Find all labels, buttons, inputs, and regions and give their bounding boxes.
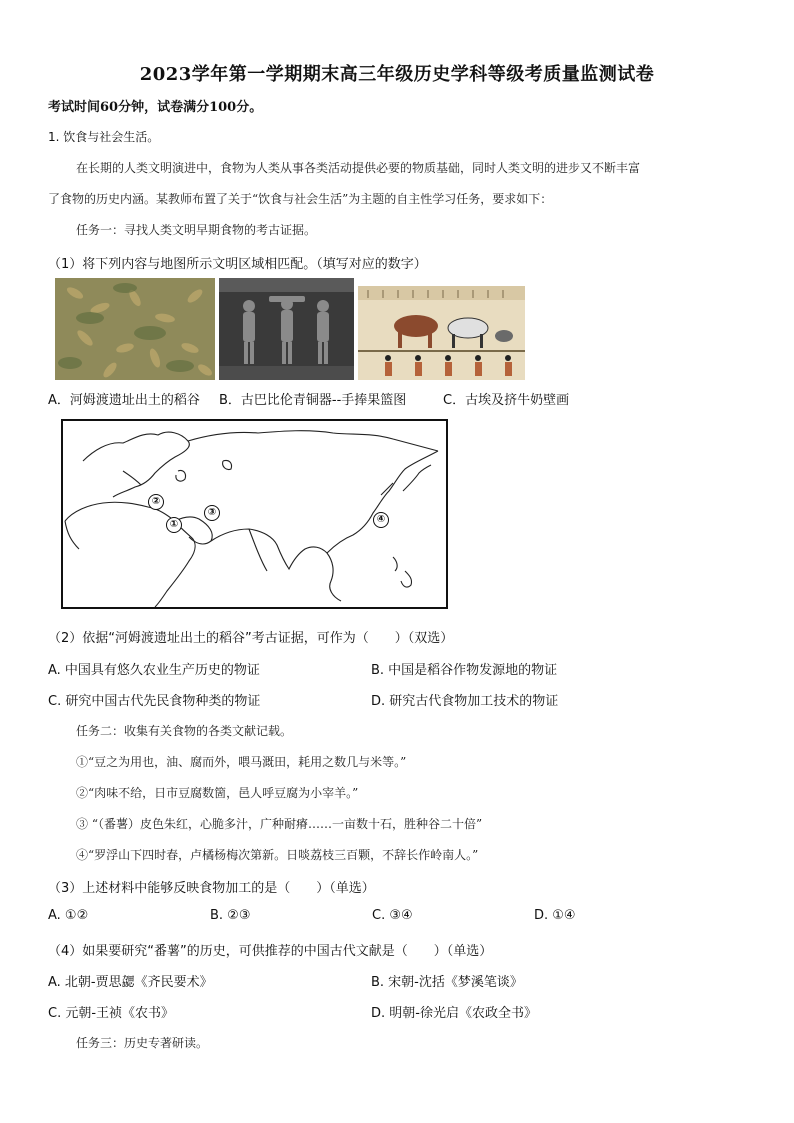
task-2: 任务二：收集有关食物的各类文献记载。 xyxy=(76,724,293,738)
sub-question-3: （3）上述材料中能够反映食物加工的是（ ）（单选） xyxy=(48,881,375,896)
sub2-option-d: D. 研究古代食物加工技术的物证 xyxy=(371,694,559,709)
map-marker-3: ③ xyxy=(204,505,220,521)
caption-b: B．古巴比伦青铜器--手捧果篮图 xyxy=(219,393,407,408)
sub3-option-c: C. ③④ xyxy=(372,908,413,923)
rice-grains-photo xyxy=(55,278,215,380)
quote-1: ①“豆之为用也，油、腐而外，喂马溉田，耗用之数几与米等。” xyxy=(76,755,407,769)
map-outline xyxy=(63,421,446,607)
sub2-option-c: C. 研究中国古代先民食物种类的物证 xyxy=(48,694,261,709)
task-1: 任务一：寻找人类文明早期食物的考古证据。 xyxy=(76,223,317,237)
task-3: 任务三：历史专著研读。 xyxy=(76,1036,209,1050)
map-marker-2: ② xyxy=(148,494,164,510)
sub3-option-b: B. ②③ xyxy=(210,908,251,923)
exam-info: 考试时间60分钟，试卷满分100分。 xyxy=(48,100,263,115)
quote-4: ④“罗浮山下四时春，卢橘杨梅次第新。日啖荔枝三百颗，不辞长作岭南人。” xyxy=(76,848,479,862)
egyptian-mural-photo xyxy=(358,286,525,380)
sub-question-2: （2）依据“河姆渡遗址出土的稻谷”考古证据，可作为（ ）（双选） xyxy=(48,631,454,646)
quote-3: ③ “（番薯）皮色朱红，心脆多汁，广种耐瘠……一亩数十石，胜种谷二十倍” xyxy=(76,817,483,831)
map-marker-4: ④ xyxy=(373,512,389,528)
quote-2: ②“肉味不给，日市豆腐数箇，邑人呼豆腐为小宰羊。” xyxy=(76,786,359,800)
intro-text-line-1: 在长期的人类文明演进中，食物为人类从事各类活动提供必要的物质基础，同时人类文明的进步又不断丰富 xyxy=(76,161,641,175)
sub4-option-d: D. 明朝-徐光启《农政全书》 xyxy=(371,1006,537,1021)
sub4-option-b: B. 宋朝-沈括《梦溪笔谈》 xyxy=(371,975,523,990)
sub3-option-d: D. ①④ xyxy=(534,908,576,923)
intro-text-line-2: 了食物的历史内涵。某教师布置了关于“饮食与社会生活”为主题的自主性学习任务，要求如下： xyxy=(48,192,553,206)
exam-title: 2023学年第一学期期末高三年级历史学科等级考质量监测试卷 xyxy=(139,64,655,85)
sub-question-1: （1）将下列内容与地图所示文明区域相匹配。（填写对应的数字） xyxy=(48,257,427,272)
sub3-option-a: A. ①② xyxy=(48,908,89,923)
caption-a: A．河姆渡遗址出土的稻谷 xyxy=(48,393,200,408)
bronze-relief-photo xyxy=(219,278,354,380)
map-marker-1: ① xyxy=(166,517,182,533)
sub2-option-b: B. 中国是稻谷作物发源地的物证 xyxy=(371,663,558,678)
world-map xyxy=(61,419,448,609)
sub4-option-c: C. 元朝-王祯《农书》 xyxy=(48,1006,175,1021)
caption-c: C．古埃及挤牛奶壁画 xyxy=(443,393,570,408)
sub4-option-a: A. 北朝-贾思勰《齐民要术》 xyxy=(48,975,213,990)
question-1-heading: 1. 饮食与社会生活。 xyxy=(48,130,160,144)
sub2-option-a: A. 中国具有悠久农业生产历史的物证 xyxy=(48,663,260,678)
sub-question-4: （4）如果要研究“番薯”的历史，可供推荐的中国古代文献是（ ）（单选） xyxy=(48,944,493,959)
